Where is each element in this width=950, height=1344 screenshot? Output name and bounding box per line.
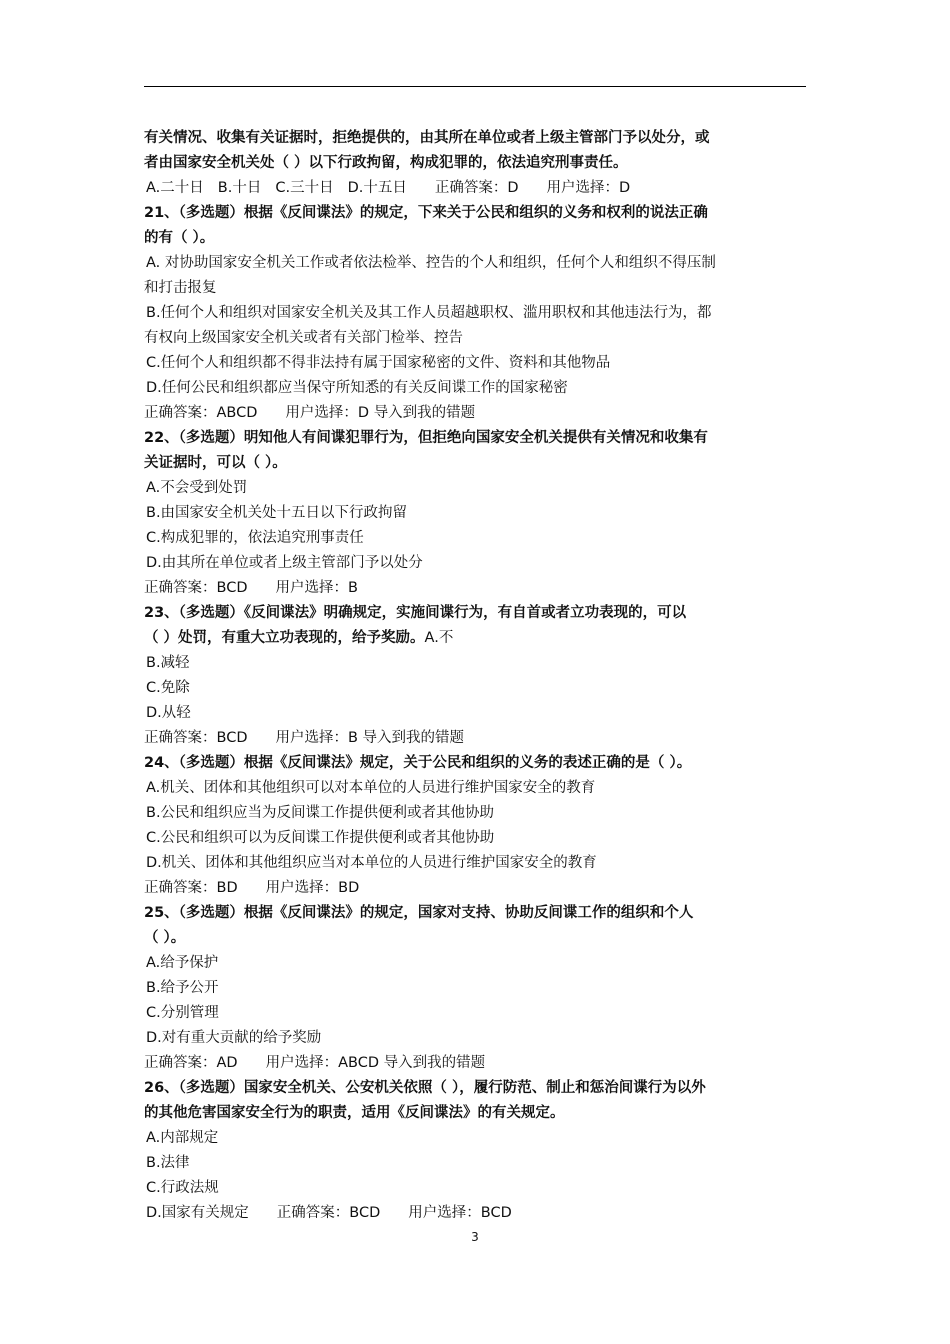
option-b: B.法律 <box>146 1155 190 1171</box>
question-title: 25、（多选题）根据《反间谍法》的规定，国家对支持、协助反间谍工作的组织和个人 <box>144 905 694 921</box>
answer-row <box>144 1201 806 1226</box>
user-choice: 用户选择：D <box>285 405 370 421</box>
question-title: 的有（ ）。 <box>144 230 215 246</box>
correct-answer: 正确答案：AD <box>144 1055 238 1071</box>
option-b: B.减轻 <box>146 655 190 671</box>
question-title: 的其他危害国家安全行为的职责，适用《反间谍法》的有关规定。 <box>144 1105 565 1121</box>
option-b: B.十日 <box>217 180 262 196</box>
option-a: A.内部规定 <box>146 1130 219 1146</box>
option-a-cont: 和打击报复 <box>144 280 217 296</box>
option-c: C.三十日 <box>275 180 334 196</box>
option-c: C.免除 <box>146 680 190 696</box>
user-choice: 用户选择：B <box>275 730 358 746</box>
option-d: D.从轻 <box>146 705 191 721</box>
correct-answer: 正确答案：D <box>434 180 519 196</box>
question-title: （ ）处罚，有重大立功表现的，给予奖励。 <box>144 630 425 646</box>
option-a: A.二十日 <box>146 180 204 196</box>
correct-answer: 正确答案：BCD <box>144 580 248 596</box>
option-d: D.由其所在单位或者上级主管部门予以处分 <box>146 555 423 571</box>
option-b: B.给予公开 <box>146 980 219 996</box>
option-c: C.任何个人和组织都不得非法持有属于国家秘密的文件、资料和其他物品 <box>146 355 611 371</box>
option-c: C.构成犯罪的，依法追究刑事责任 <box>146 530 364 546</box>
option-d: D.对有重大贡献的给予奖励 <box>146 1030 322 1046</box>
user-choice: 用户选择：B <box>275 580 358 596</box>
option-c: C.行政法规 <box>146 1180 219 1196</box>
answer-row <box>144 401 806 426</box>
question-title-line <box>144 626 806 651</box>
question-title: 22、（多选题）明知他人有间谍犯罪行为，但拒绝向国家安全机关提供有关情况和收集有 <box>144 430 708 446</box>
user-choice: 用户选择：BD <box>265 880 360 896</box>
correct-answer: 正确答案：ABCD <box>144 405 258 421</box>
add-to-mistakes-link[interactable]: 导入到我的错题 <box>373 405 476 421</box>
user-choice: 用户选择：ABCD <box>265 1055 379 1071</box>
correct-answer: 正确答案：BCD <box>144 730 248 746</box>
option-b-cont: 有权向上级国家安全机关或者有关部门检举、控告 <box>144 330 463 346</box>
option-a: A.不会受到处罚 <box>146 480 248 496</box>
option-a: A.不 <box>424 630 454 646</box>
option-d: D.十五日 <box>347 180 407 196</box>
add-to-mistakes-link[interactable]: 导入到我的错题 <box>383 1055 486 1071</box>
option-c: C.公民和组织可以为反间谍工作提供便利或者其他协助 <box>146 830 495 846</box>
option-a: A.机关、团体和其他组织可以对本单位的人员进行维护国家安全的教育 <box>146 780 596 796</box>
page-number: 3 <box>471 1230 479 1244</box>
question-title: （ ）。 <box>144 930 186 946</box>
question-title: 23、（多选题）《反间谍法》明确规定，实施间谍行为，有自首或者立功表现的，可以 <box>144 605 687 621</box>
correct-answer: 正确答案：BD <box>144 880 238 896</box>
option-c: C.分别管理 <box>146 1005 219 1021</box>
option-row <box>144 176 806 201</box>
user-choice: 用户选择：D <box>546 180 631 196</box>
answer-row <box>144 1051 806 1076</box>
user-choice: 用户选择：BCD <box>408 1205 512 1221</box>
question-title: 关证据时，可以（ ）。 <box>144 455 287 471</box>
answer-row <box>144 726 806 751</box>
option-d: D.国家有关规定 <box>146 1205 249 1221</box>
correct-answer: 正确答案：BCD <box>276 1205 381 1221</box>
question-text: 者由国家安全机关处（ ）以下行政拘留，构成犯罪的，依法追究刑事责任。 <box>144 155 628 171</box>
question-text: 有关情况、收集有关证据时，拒绝提供的，由其所在单位或者上级主管部门予以处分，或 <box>144 130 710 146</box>
option-a: A.给予保护 <box>146 955 219 971</box>
option-b: B.任何个人和组织对国家安全机关及其工作人员超越职权、滥用职权和其他违法行为，都 <box>146 305 712 321</box>
add-to-mistakes-link[interactable]: 导入到我的错题 <box>362 730 465 746</box>
answer-row <box>144 876 806 901</box>
option-d: D.机关、团体和其他组织应当对本单位的人员进行维护国家安全的教育 <box>146 855 597 871</box>
answer-row <box>144 576 806 601</box>
option-a: A. 对协助国家安全机关工作或者依法检举、控告的个人和组织，任何个人和组织不得压制 <box>146 255 716 271</box>
header-rule <box>144 86 806 87</box>
option-b: B.由国家安全机关处十五日以下行政拘留 <box>146 505 408 521</box>
question-title: 21、（多选题）根据《反间谍法》的规定，下来关于公民和组织的义务和权利的说法正确 <box>144 205 708 221</box>
document-body <box>144 126 806 1226</box>
option-d: D.任何公民和组织都应当保守所知悉的有关反间谍工作的国家秘密 <box>146 380 568 396</box>
question-title: 24、（多选题）根据《反间谍法》规定，关于公民和组织的义务的表述正确的是（ ）。 <box>144 755 692 771</box>
option-b: B.公民和组织应当为反间谍工作提供便利或者其他协助 <box>146 805 495 821</box>
question-title: 26、（多选题）国家安全机关、公安机关依照（ ），履行防范、制止和惩治间谍行为以外 <box>144 1080 706 1096</box>
